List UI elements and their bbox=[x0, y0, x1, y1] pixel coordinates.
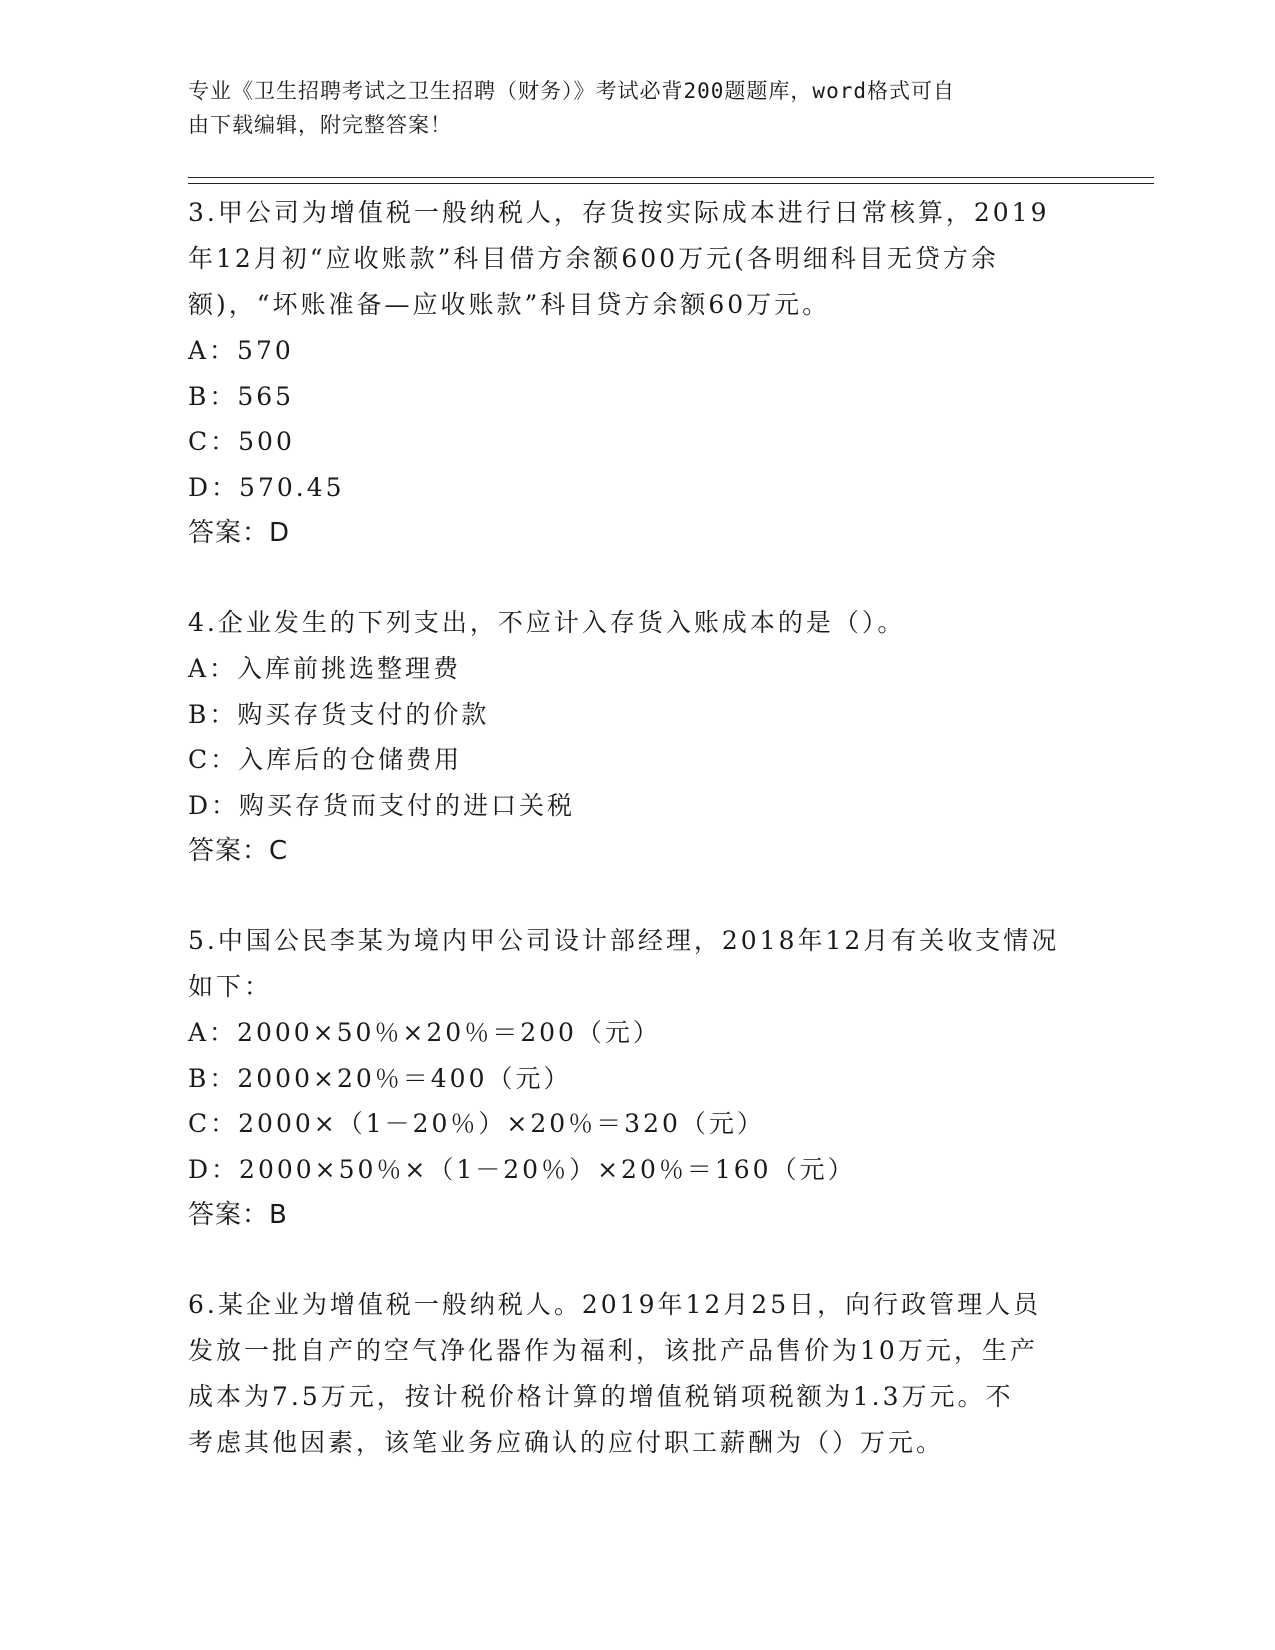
question-stem-line: 6.某企业为增值税一般纳税人。2019年12月25日，向行政管理人员 bbox=[188, 1290, 1042, 1319]
option-b: B：购买存货支付的价款 bbox=[188, 699, 490, 729]
question-spacer bbox=[188, 874, 1088, 918]
option-d: D：570.45 bbox=[188, 472, 345, 502]
question-stem-line: 如下： bbox=[188, 972, 273, 1001]
question-stem-line: 4.企业发生的下列支出，不应计入存货入账成本的是（）。 bbox=[188, 608, 906, 637]
question-4 bbox=[188, 600, 1088, 874]
option-a: A：2000×50％×20％＝200（元） bbox=[188, 1018, 661, 1047]
option-d: D：购买存货而支付的进口关税 bbox=[188, 790, 576, 820]
answer-label: 答案：C bbox=[188, 836, 289, 866]
question-spacer bbox=[188, 556, 1088, 600]
question-spacer bbox=[188, 1238, 1088, 1282]
question-6 bbox=[188, 1282, 1088, 1466]
question-5 bbox=[188, 918, 1088, 1238]
option-d: D：2000×50％×（1－20％）×20％＝160（元） bbox=[188, 1154, 856, 1184]
option-b: B：2000×20％＝400（元） bbox=[188, 1063, 572, 1093]
header-line-2: 由下载编辑，附完整答案！ bbox=[188, 113, 452, 137]
header-divider-top bbox=[188, 177, 1154, 178]
question-list bbox=[188, 190, 1088, 1466]
header-line-1: 专业《卫生招聘考试之卫生招聘（财务）》考试必背200题题库，word格式可自 bbox=[188, 79, 955, 103]
question-stem-line: 成本为7.5万元，按计税价格计算的增值税销项税额为1.3万元。不 bbox=[188, 1382, 1014, 1411]
option-b: B：565 bbox=[188, 381, 295, 411]
question-stem-line: 5.中国公民李某为境内甲公司设计部经理，2018年12月有关收支情况 bbox=[188, 926, 1060, 955]
question-stem-line: 年12月初“应收账款”科目借方余额600万元(各明细科目无贷方余 bbox=[188, 244, 999, 273]
answer-label: 答案：D bbox=[188, 518, 291, 548]
question-stem-line: 考虑其他因素，该笔业务应确认的应付职工薪酬为（）万元。 bbox=[188, 1428, 945, 1457]
option-c: C：500 bbox=[188, 427, 295, 456]
option-a: A：入库前挑选整理费 bbox=[188, 654, 462, 683]
answer-label: 答案：B bbox=[188, 1200, 288, 1230]
option-c: C：2000×（1－20％）×20％＝320（元） bbox=[188, 1109, 765, 1138]
question-stem-line: 发放一批自产的空气净化器作为福利，该批产品售价为10万元，生产 bbox=[188, 1336, 1038, 1365]
document-header bbox=[188, 74, 1088, 142]
question-stem-line: 额)，“坏账准备—应收账款”科目贷方余额60万元。 bbox=[188, 290, 831, 319]
question-3 bbox=[188, 190, 1088, 556]
option-a: A：570 bbox=[188, 336, 294, 365]
question-stem-line: 3.甲公司为增值税一般纳税人，存货按实际成本进行日常核算，2019 bbox=[188, 198, 1050, 227]
option-c: C：入库后的仓储费用 bbox=[188, 745, 463, 774]
header-divider-bottom bbox=[188, 183, 1154, 184]
